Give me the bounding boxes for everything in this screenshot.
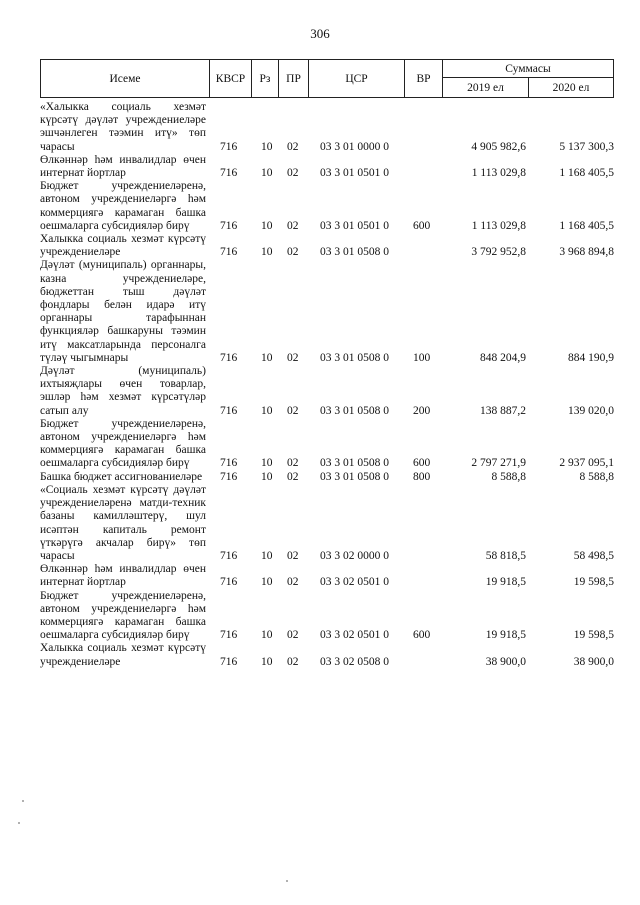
row-name: Өлкәннәр һәм инвалидлар өчен интернат йортлар [40, 153, 206, 180]
row-name: Бюджет учреждениеләренә, автоном учреждениеләргә һәм коммерциягә карамаган башка оешмаларга субсидияләр бирү [40, 589, 206, 642]
header-2019: 2019 ел [442, 77, 529, 98]
table-row [40, 101, 614, 154]
row-y2020: 1 168 405,5 [559, 167, 614, 180]
row-y2020: 19 598,5 [573, 576, 614, 589]
row-csr: 03 3 02 0508 0 [320, 655, 389, 668]
row-pr: 02 [287, 655, 299, 668]
row-y2019: 848 204,9 [480, 351, 526, 364]
row-pr: 02 [287, 351, 299, 364]
row-kvsr: 716 [220, 404, 238, 417]
row-name: Халыкка социаль хезмәт күрсәтү учреждениеләре [40, 233, 206, 259]
row-y2020: 8 588,8 [579, 470, 614, 483]
header-pr: ПР [278, 59, 309, 98]
row-csr: 03 3 02 0501 0 [320, 576, 389, 589]
row-rz: 10 [261, 404, 273, 417]
row-rz: 10 [261, 549, 273, 562]
header-name: Исеме [40, 59, 210, 98]
row-csr: 03 3 01 0508 0 [320, 470, 389, 483]
row-pr: 02 [287, 457, 299, 470]
header-sum: Суммасы [442, 59, 614, 78]
row-name: Дәүләт (муниципаль) ихтыяҗлары өчен товарлар, эшләр һәм хезмәт күрсәтүләр сатып алу [40, 365, 206, 417]
table-row [40, 471, 614, 484]
table-row [40, 233, 614, 259]
row-kvsr: 716 [220, 629, 238, 642]
row-rz: 10 [261, 167, 273, 180]
row-kvsr: 716 [220, 549, 238, 562]
row-y2019: 138 887,2 [480, 404, 526, 417]
header-rz: Рз [251, 59, 279, 98]
table-row [40, 180, 614, 233]
row-y2019: 19 918,5 [485, 629, 526, 642]
row-kvsr: 716 [220, 246, 238, 259]
row-name: «Социаль хезмәт күрсәтү дәүләт учреждениеләренә матди-техник базаны камилләштерү, шул исәптән капиталь ремонт үткәрүгә акчалар бирү» төп чарасы [40, 483, 206, 562]
row-y2020: 884 190,9 [568, 351, 614, 364]
row-kvsr: 716 [220, 167, 238, 180]
row-name: Дәүләт (муниципаль) органнары, казна учреждениеләре, бюджеттан тыш дәүләт фондлары белән идарә итү органнары тарафыннан функцияләр башкаруны тәэмин итү максатларында персоналга түләү чыгымнары [40, 259, 206, 364]
table-header [40, 59, 614, 98]
row-name: Бюджет учреждениеләренә, автоном учреждениеләргә һәм коммерциягә карамаган башка оешмаларга субсидияләр бирү [40, 417, 206, 470]
row-name: Өлкәннәр һәм инвалидлар өчен интернат йортлар [40, 563, 206, 589]
row-kvsr: 716 [220, 470, 238, 483]
row-rz: 10 [261, 470, 273, 483]
table-row [40, 484, 614, 563]
row-rz: 10 [261, 457, 273, 470]
row-name: Башка бюджет ассигнованиеләре [40, 470, 203, 483]
row-pr: 02 [287, 629, 299, 642]
row-csr: 03 3 01 0508 0 [320, 351, 389, 364]
table-row [40, 590, 614, 643]
row-name: Бюджет учреждениеләренә, автоном учреждениеләргә һәм коммерциягә карамаган башка оешмаларга субсидияләр бирү [40, 180, 206, 232]
row-csr: 03 3 01 0508 0 [320, 246, 389, 259]
row-kvsr: 716 [220, 457, 238, 470]
header-kvsr: КВСР [209, 59, 252, 98]
row-y2019: 8 588,8 [491, 470, 526, 483]
row-rz: 10 [261, 576, 273, 589]
row-vr: 600 [413, 457, 431, 470]
row-rz: 10 [261, 140, 273, 153]
row-csr: 03 3 01 0508 0 [320, 457, 389, 470]
row-y2020: 38 900,0 [573, 655, 614, 668]
row-pr: 02 [287, 167, 299, 180]
row-kvsr: 716 [220, 140, 238, 153]
row-pr: 02 [287, 576, 299, 589]
table-row [40, 418, 614, 471]
scan-speck [22, 800, 24, 802]
row-kvsr: 716 [220, 351, 238, 364]
row-y2019: 19 918,5 [485, 576, 526, 589]
table-row [40, 365, 614, 418]
row-csr: 03 3 02 0000 0 [320, 549, 389, 562]
scan-speck [18, 822, 20, 824]
row-y2020: 1 168 405,5 [559, 219, 614, 232]
row-pr: 02 [287, 470, 299, 483]
row-csr: 03 3 01 0000 0 [320, 140, 389, 153]
row-csr: 03 3 01 0508 0 [320, 404, 389, 417]
row-name: «Халыкка социаль хезмәт күрсәтү дәүләт учреждениеләре эшчәнлеген тәэмин итү» төп чарасы [40, 101, 206, 153]
row-y2020: 3 968 894,8 [559, 246, 614, 259]
row-rz: 10 [261, 351, 273, 364]
table-row [40, 154, 614, 180]
table-body [40, 101, 614, 669]
row-kvsr: 716 [220, 219, 238, 232]
header-csr: ЦСР [308, 59, 405, 98]
row-y2020: 58 498,5 [573, 549, 614, 562]
table-row [40, 259, 614, 365]
row-csr: 03 3 01 0501 0 [320, 167, 389, 180]
row-y2020: 5 137 300,3 [559, 140, 614, 153]
row-vr: 100 [413, 351, 431, 364]
row-y2019: 3 792 952,8 [471, 246, 526, 259]
row-rz: 10 [261, 246, 273, 259]
row-vr: 200 [413, 404, 431, 417]
row-pr: 02 [287, 246, 299, 259]
row-y2019: 1 113 029,8 [471, 219, 526, 232]
row-y2019: 38 900,0 [485, 655, 526, 668]
row-y2019: 4 905 982,6 [471, 140, 526, 153]
row-pr: 02 [287, 219, 299, 232]
header-2020: 2020 ел [528, 77, 614, 98]
row-vr: 800 [413, 470, 431, 483]
row-y2019: 58 818,5 [485, 549, 526, 562]
table-row [40, 642, 614, 668]
header-vr: ВР [404, 59, 443, 98]
row-pr: 02 [287, 404, 299, 417]
row-csr: 03 3 02 0501 0 [320, 629, 389, 642]
row-pr: 02 [287, 140, 299, 153]
row-y2019: 1 113 029,8 [471, 167, 526, 180]
row-kvsr: 716 [220, 655, 238, 668]
row-y2020: 19 598,5 [573, 629, 614, 642]
row-kvsr: 716 [220, 576, 238, 589]
row-y2020: 2 937 095,1 [559, 457, 614, 470]
table-row [40, 563, 614, 589]
row-vr: 600 [413, 629, 431, 642]
row-name: Халыкка социаль хезмәт күрсәтү учреждениеләре [40, 642, 206, 668]
row-rz: 10 [261, 629, 273, 642]
row-csr: 03 3 01 0501 0 [320, 219, 389, 232]
page-number: 306 [310, 26, 330, 41]
row-vr: 600 [413, 219, 431, 232]
scan-speck [286, 880, 288, 882]
row-pr: 02 [287, 549, 299, 562]
row-y2019: 2 797 271,9 [471, 457, 526, 470]
row-rz: 10 [261, 655, 273, 668]
row-rz: 10 [261, 219, 273, 232]
row-y2020: 139 020,0 [568, 404, 614, 417]
